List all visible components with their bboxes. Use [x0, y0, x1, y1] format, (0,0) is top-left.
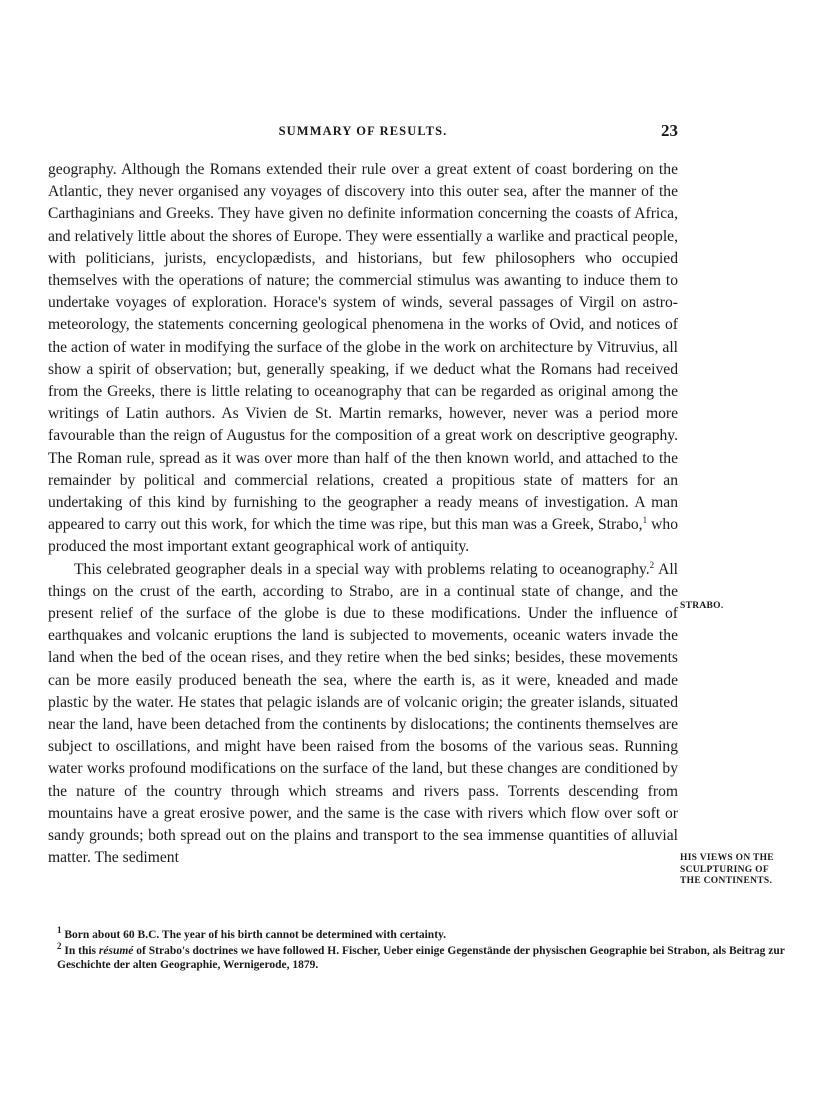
footnote-2	[48, 940, 788, 973]
footnote-ref-1: 1	[642, 515, 648, 526]
paragraph-strabo	[48, 559, 678, 870]
sidenote-views-line-2: SCULPTURING OF	[680, 865, 769, 875]
running-title: SUMMARY OF RESULTS.	[278, 124, 448, 138]
paragraph-text: geography. Although the Romans extended their rule over a great extent of coast bordering on the Atlantic, they never organised any voyages of discovery into this outer sea, after the manner of the Carthaginians and Greeks. They have given no definite information concerning the coasts of Africa, and relatively little about the shores of Europe. They were essentially a warlike and practical people, with politicians, jurists, encyclopædists, and historians, but few philosophers who occupied themselves with the operations of nature; the commercial stimulus was awanting to induce them to undertake voyages of exploration. Horace's system of winds, several passages of Virgil on astro-meteorology, the statements concerning geological phenomena in the works of Ovid, and notices of the action of water in modifying the surface of the globe in the work on architecture by Vitruvius, all show a spirit of observation; but, generally speaking, if we deduct what the Romans had received from the Greeks, there is little relating to oceanography that can be regarded as original among the writings of Latin authors. As Vivien de St. Martin remarks, however, never was a period more favourable than the reign of Augustus for the composition of a great work on descriptive geography. The Roman rule, spread as it was over more than half of the then known world, and attached to the remainder by political and commercial relations, created a propitious state of matters for an undertaking of this kind by furnishing to the geographer a ready means of investigation. A man appeared to carry out this work, for which the time was ripe, but this man was a Greek, Strabo,	[48, 161, 678, 534]
footnote-ref-2: 2	[649, 559, 655, 570]
sidenote-views-line-3: THE CONTINENTS.	[680, 876, 773, 886]
page-header	[48, 121, 678, 145]
footnote-mark-2: 2	[57, 940, 62, 951]
main-text	[48, 159, 678, 870]
footnote-text-1: Born about 60 B.C. The year of his birth cannot be determined with certainty.	[61, 929, 447, 941]
footnote-mark-1: 1	[57, 925, 62, 936]
paragraph-text-start: This celebrated geographer deals in a special way with problems relating to oceanography.	[74, 560, 650, 578]
footnote-text-2a: In this	[61, 944, 99, 957]
paragraph-text-end: who produced the most important extant geographical work of antiquity.	[48, 516, 678, 556]
paragraph-text-end: All things on the crust of the earth, according to Strabo, are in a continual state of change, and the present relief of the surface of the globe is due to these modifications. Under the influence of earthquakes and volcanic eruptions the land is subjected to movements, oceanic waters invade the land when the bed of the ocean rises, and they retire when the bed sinks; besides, these movements can be more easily produced beneath the sea, where the earth is, as it were, kneaded and made plastic by the water. He states that pelagic islands are of volcanic origin; the greater islands, situated near the land, have been detached from the continents by dislocations; the continents themselves are subject to oscillations, and might have been raised from the bosoms of the various seas. Running water works profound modifications on the surface of the land, but these changes are conditioned by the nature of the country through which streams and rivers pass. Torrents descending from mountains have a great erosive power, and the same is the case with rivers which flow over soft or sandy grounds; both spread out on the plains and transport to the sea immense quantities of alluvial matter. The sediment	[48, 560, 678, 867]
footnote-1	[48, 925, 788, 943]
page-number: 23	[661, 121, 678, 140]
footnotes	[48, 925, 788, 974]
sidenote-views-line-1: HIS VIEWS ON THE	[680, 853, 774, 863]
footnote-text-2b: of Strabo's doctrines we have followed H. Fischer, Ueber einige Gegenstände der physischen Geographie bei Strabon, als Beitrag zur Geschichte der alten Geographie, Wernigerode, 1879.	[57, 944, 785, 971]
paragraph-continued	[48, 159, 678, 559]
footnote-text-2-italic: résumé	[98, 944, 134, 957]
sidenote-strabo: STRABO.	[680, 601, 724, 611]
